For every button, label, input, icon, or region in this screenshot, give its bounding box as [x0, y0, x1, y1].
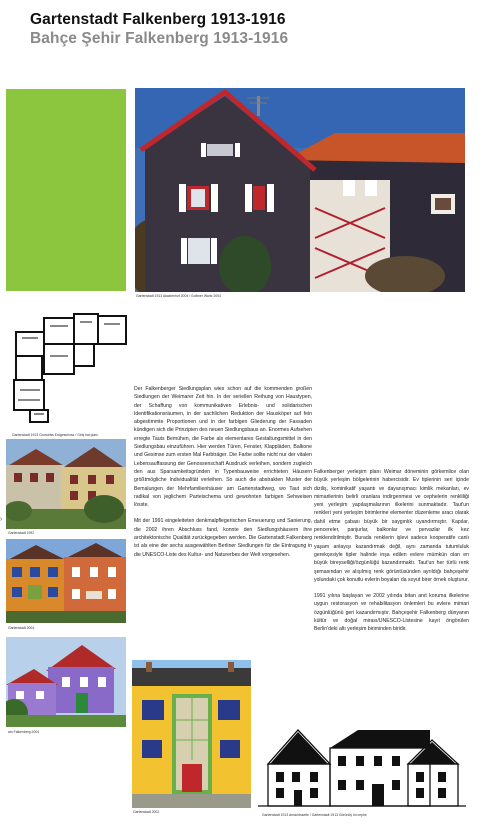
row-houses-caption: Gartenstadt 1992 — [8, 531, 35, 535]
yellow-facade-photo — [132, 660, 251, 808]
turkish-paragraph-2: 1991 yılına başlayan ve 2002 yılında bitan anıt koruma ilkelerine uygun restorasyon ve rehabilitasyon önlemleri bu evlere mimari özgünlüğünü geri kazandırmıştır. Bahçeşehir Falkenberg dünyanın kültür ve doğal mirası/UNESCO-Listesine kayıt öngörülen Berlin'deki altı yerleşim biriminden biridir. — [314, 593, 469, 633]
purple-house-caption: am Falkenberg 2004 — [8, 730, 40, 734]
page-title: Gartenstadt Falkenberg 1913-1916 — [30, 11, 286, 28]
orange-houses-caption: Gartenstadt 2004 — [8, 626, 35, 630]
main-photo-caption: Gartenstadt 1913 Akazienhof 2004 / Gollmer Wartz 2004 — [136, 294, 222, 298]
german-text-block — [134, 385, 312, 567]
floor-plan-drawing — [10, 310, 130, 426]
elevation-caption: Gartenstadt 1913 Ansichtsseite / Gartenstadt 1913 Görünüş ön cephe — [262, 813, 367, 817]
yellow-facade-caption: Gartenstadt 2002 — [133, 810, 160, 814]
german-paragraph-2: Mit der 1991 eingeleiteten denkmalpflegerischen Erneuerung und Sanierung, die 2002 ihren Abschluss fand, konnte den Siedlungshäusern ihre architektonische Qualität zurückgegeben werden. Die Gartenstadt Falkenberg ist als eine der sechs ausgewählten Berliner Siedlungen für die Eintragung in die UNESCO-Liste des Kultur- und Naturerbes der Welt vorgesehen. — [134, 518, 312, 558]
orange-houses-photo — [6, 539, 126, 623]
turkish-paragraph-1: Falkenberger yerleşim planı Weimar döneminin görkemlice olan büyük yerleşim bölgelerinin habercisidir. Ev tiplerinin seri içinde diziliş, kominikatif yaşantı ve dayanışmacı kimlik mekanları, ev mimarilerinin belirli oranlara indirgenmesi ve cephelerin renkliliği yeni yerleşim yapılaşmalarının ilkelerini sunmaktadır. Taut'un renkleri yeni yerleşim birimlerine elementer düzenleme aracı olarak dahil etme çabası büyük bir saygınlık uyandırmıştır. Kapılar, pencereler, panjurlar, balkonlar ve pervazlar ilk kez renklendirilmiştir. Burada renklerin işlevi sadece kooperatife canlı yaşam anlayışı kazandırmak değil, aynı zamanda tutumluluk gerekçesiyle tipler halinde inşa edilen evlere mümkün olan en büyük bireyselliği/özgünlüğü kazandırmaktı. Taut'un her türlü renk şemasından ve alışılmış renk görüntüsünden ayrıldığı bahçeşehir yolundaki çok konutlu evlerin boyaları da soyut birer örnek oluşturur. — [314, 469, 469, 583]
main-house-photo — [135, 88, 465, 292]
german-paragraph-1: Der Falkenberger Siedlungsplan wies schon auf die kommenden großen Siedlungen der Weimarer Zeit hin. In der seriellen Reihung von Haustypen, der Schaffung von kommunikativen Erlebnis- und solidarischen Identifikationsräumen, in der sachlichen Reduktion der Hausköper auf fein abgestimmte Proportionen und in der farbigen Gliederung der Fassaden kündigen sich die Prinzipien des neuen Siedlungsbaus an. Enormes Aufsehen erregte Tauts Bemühen, die Farbe als elementares Gestaltungsmittel in den Siedlungsbau einzuführen. Hier werden Türen, Fenster, Klappläden, Balkone und Gesimse zum ersten Mal Farbträger. Die Farbe sollte nicht nur der vitalen Lebensauffassung der Genossenschaft Ausdruck verleihen, sondern zugleich den aus Sparsamkeitsgründen in Typenbauweise errichteten Häusern größtmögliche Individualität verleihen. So auch die abstrakten Muster der Bemalungen der Mehrfamilienhäuser am Gartenstadtweg, wo Taut sich radikal von jeglichem Parteischema und gewohnten farbigen Sehweisen lösste. — [134, 386, 312, 509]
turkish-text-block — [314, 468, 469, 642]
purple-house-photo — [6, 637, 126, 727]
floor-plan-caption: Gartenstadt 1913 Grundriss Erdgeschoss / Giriş kat planı — [12, 433, 98, 437]
page-edge-arrow-icon: › — [0, 516, 3, 523]
row-houses-photo — [6, 439, 126, 529]
elevation-drawing — [258, 724, 466, 810]
page-subtitle: Bahçe Şehir Falkenberg 1913-1916 — [30, 30, 289, 47]
accent-color-block — [6, 89, 126, 291]
